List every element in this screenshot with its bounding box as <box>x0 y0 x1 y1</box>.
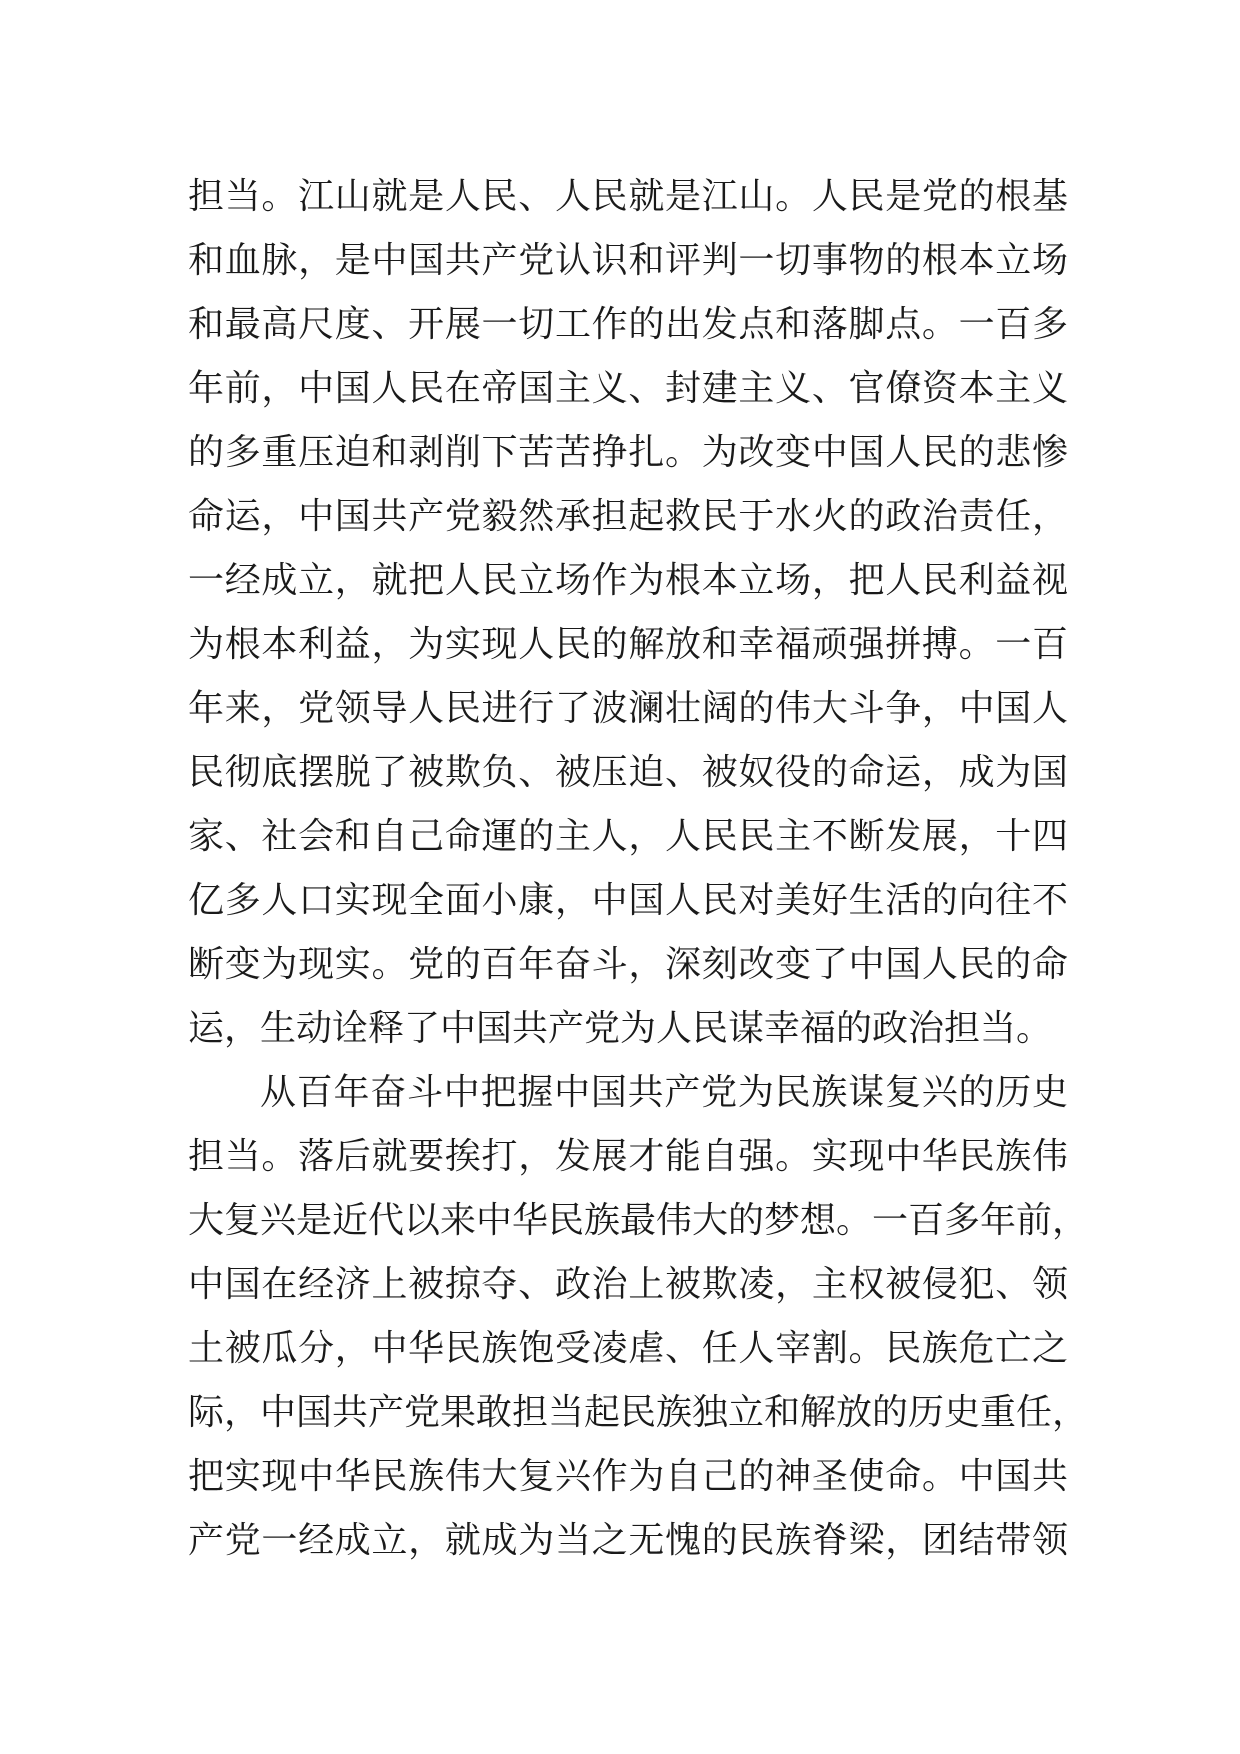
text-line: 民彻底摆脱了被欺负、被压迫、被奴役的命运，成为国 <box>188 752 1068 793</box>
paragraph-end-line: 运，生动诠释了中国共产党为人民谋幸福的政治担当。 <box>188 1008 1053 1049</box>
text-line: 大复兴是近代以来中华民族最伟大的梦想。一百多年前， <box>188 1200 1089 1241</box>
text-line: 际，中国共产党果敢担当起民族独立和解放的历史重任， <box>188 1392 1089 1433</box>
text-line: 和血脉，是中国共产党认识和评判一切事物的根本立场 <box>188 240 1068 281</box>
text-line: 家、社会和自己命運的主人，人民民主不断发展，十四 <box>188 816 1068 857</box>
text-line: 中国在经济上被掠夺、政治上被欺凌，主权被侵犯、领 <box>188 1264 1068 1305</box>
text-line: 把实现中华民族伟大复兴作为自己的神圣使命。中国共 <box>188 1456 1068 1497</box>
text-line: 断变为现实。党的百年奋斗，深刻改变了中国人民的命 <box>188 944 1068 985</box>
text-line: 的多重压迫和剥削下苦苦挣扎。为改变中国人民的悲惨 <box>188 432 1068 473</box>
text-line: 年来，党领导人民进行了波澜壮阔的伟大斗争，中国人 <box>188 688 1068 729</box>
text-line: 土被瓜分，中华民族饱受凌虐、任人宰割。民族危亡之 <box>188 1328 1068 1369</box>
text-line: 担当。江山就是人民、人民就是江山。人民是党的根基 <box>188 176 1068 217</box>
text-line: 和最高尺度、开展一切工作的出发点和落脚点。一百多 <box>188 304 1068 345</box>
text-line: 担当。落后就要挨打，发展才能自强。实现中华民族伟 <box>188 1136 1068 1177</box>
text-line: 为根本利益，为实现人民的解放和幸福顽强拼搏。一百 <box>188 624 1068 665</box>
body-text <box>188 165 1089 1573</box>
text-line: 命运，中国共产党毅然承担起救民于水火的政治责任， <box>188 496 1068 537</box>
text-line: 产党一经成立，就成为当之无愧的民族脊梁，团结带领 <box>188 1520 1068 1561</box>
paragraph-start-line: 从百年奋斗中把握中国共产党为民族谋复兴的历史 <box>260 1072 1068 1113</box>
text-line: 一经成立，就把人民立场作为根本立场，把人民利益视 <box>188 560 1068 601</box>
text-line: 年前，中国人民在帝国主义、封建主义、官僚资本主义 <box>188 368 1068 409</box>
text-line: 亿多人口实现全面小康，中国人民对美好生活的向往不 <box>188 880 1068 921</box>
